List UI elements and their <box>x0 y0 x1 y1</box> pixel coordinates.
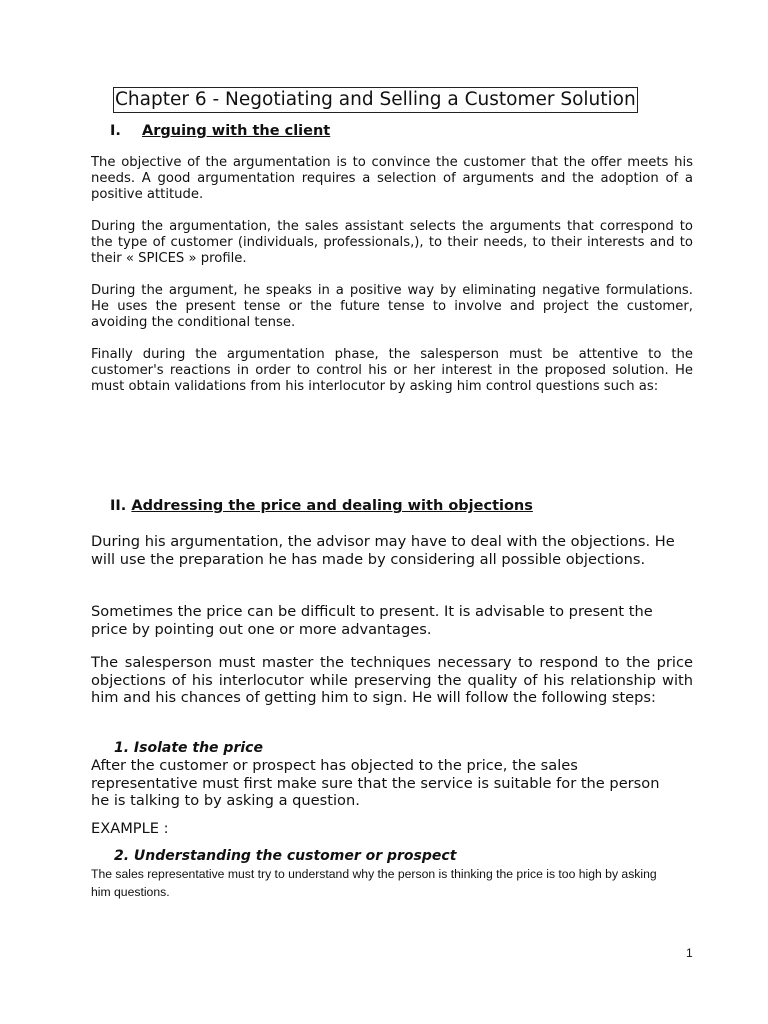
step-2-text: The sales representative must try to understand why the person is thinking the price is too high by asking him questions. <box>91 867 657 899</box>
section-2-title: Addressing the price and dealing with objections <box>131 498 533 514</box>
section-2-heading <box>110 497 533 515</box>
section-1-paragraph-4: Finally during the argumentation phase, the salesperson must be attentive to the customer's reactions in order to control his or her interest in the proposed solution. He must obtain validations from his interlocutor by asking him control questions such as: <box>91 347 693 394</box>
section-2-paragraph-3: The salesperson must master the techniques necessary to respond to the price objections of his interlocutor while preserving the quality of his relationship with him and his chances of getting him to sign. He will follow the following steps: <box>91 654 693 706</box>
step-2-label: 2. Understanding the customer or prospect <box>114 848 457 864</box>
section-2-paragraph-2: Sometimes the price can be difficult to present. It is advisable to present the price by pointing out one or more advantages. <box>91 603 653 638</box>
step-1-label: 1. Isolate the price <box>114 740 263 756</box>
chapter-title: Chapter 6 - Negotiating and Selling a Customer Solution <box>113 87 638 113</box>
example-label: EXAMPLE : <box>91 820 169 837</box>
section-1-paragraph-3: During the argument, he speaks in a positive way by eliminating negative formulations. He uses the present tense or the future tense to involve and project the customer, avoiding the conditional tense. <box>91 283 693 330</box>
page-number: 1 <box>686 946 693 960</box>
section-1-title: Arguing with the client <box>142 123 331 139</box>
section-1-number: I. <box>110 123 121 139</box>
section-1-paragraph-2: During the argumentation, the sales assistant selects the arguments that correspond to the type of customer (individuals, professionals,), to their needs, to their interests and to their « SPICES » profile. <box>91 219 693 266</box>
section-1-paragraph-1: The objective of the argumentation is to convince the customer that the offer meets his needs. A good argumentation requires a selection of arguments and the adoption of a positive attitude. <box>91 155 693 202</box>
section-2-paragraph-1: During his argumentation, the advisor may have to deal with the objections. He will use the preparation he has made by considering all possible objections. <box>91 533 675 568</box>
section-1-heading <box>110 122 330 140</box>
step-1-text: After the customer or prospect has objected to the price, the sales representative must first make sure that the service is suitable for the person he is talking to by asking a question. <box>91 757 660 809</box>
section-2-number: II. <box>110 498 127 514</box>
